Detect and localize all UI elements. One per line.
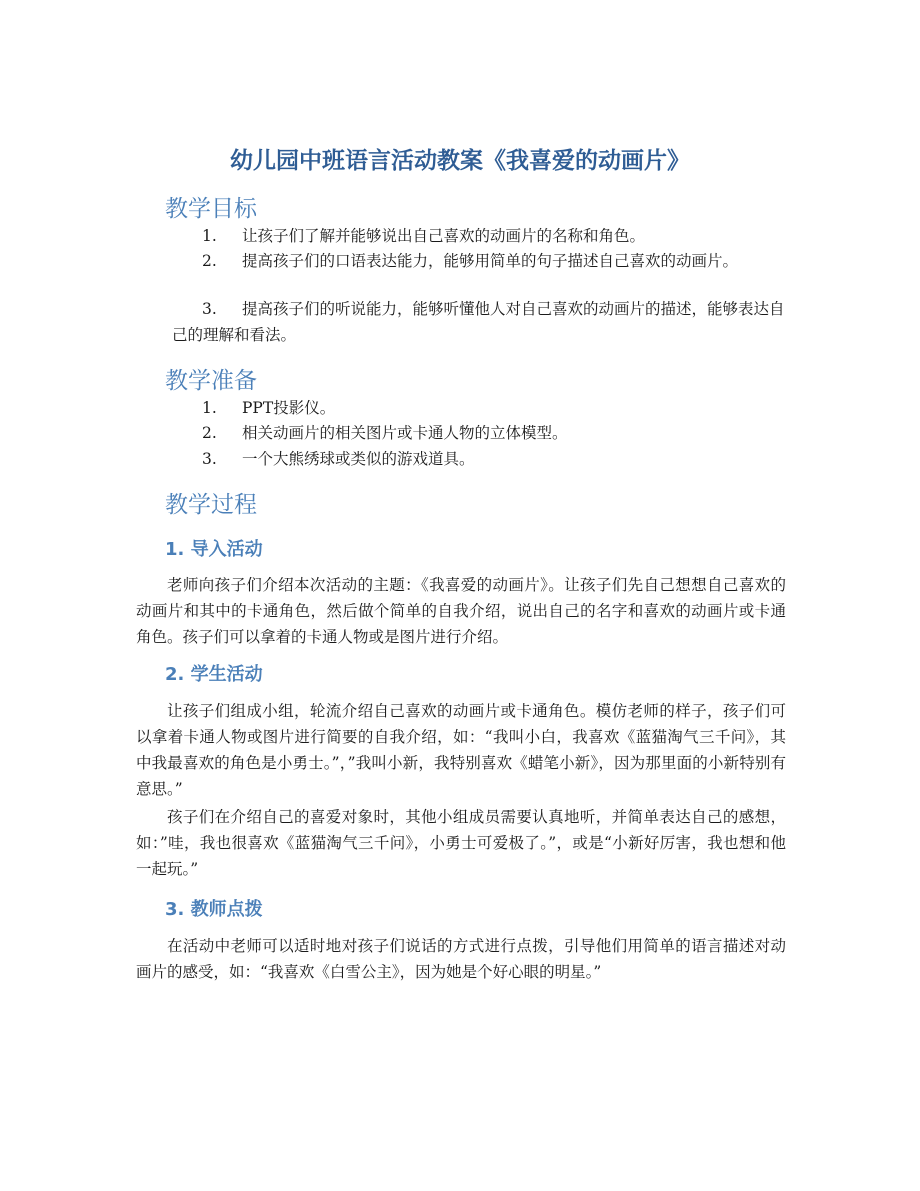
- prep-item-2-text: 相关动画片的相关图片或卡通人物的立体模型。: [242, 424, 568, 442]
- goal-item-3-text: 提高孩子们的听说能力，能够听懂他人对自己喜欢的动画片的描述，能够表达自己的理解和看法。: [172, 300, 785, 344]
- goal-item-3-num: 3.: [202, 300, 217, 318]
- goal-item-1: [172, 223, 792, 249]
- prep-item-1-text: PPT投影仪。: [242, 399, 336, 417]
- heading-process: 教学过程: [165, 492, 257, 518]
- prep-item-1: [172, 395, 792, 421]
- heading-prep: 教学准备: [165, 368, 257, 394]
- goal-item-2-num: 2.: [202, 252, 217, 270]
- subheading-student: 2. 学生活动: [165, 664, 263, 685]
- paragraph-intro: 老师向孩子们介绍本次活动的主题：《我喜爱的动画片》。让孩子们先自己想想自己喜欢的动画片和其中的卡通角色，然后做个简单的自我介绍，说出自己的名字和喜欢的动画片或卡通角色。孩子们可以拿着的卡通人物或是图片进行介绍。: [136, 576, 786, 646]
- paragraph-teacher: 在活动中老师可以适时地对孩子们说话的方式进行点拨，引导他们用简单的语言描述对动画片的感受，如：“我喜欢《白雪公主》，因为她是个好心眼的明星。”: [136, 937, 786, 981]
- prep-item-2-num: 2.: [202, 424, 217, 442]
- prep-item-2: [172, 420, 792, 446]
- goal-item-3: [172, 296, 792, 348]
- prep-item-3-num: 3.: [202, 450, 217, 468]
- paragraph-student-2: 孩子们在介绍自己的喜爱对象时，其他小组成员需要认真地听，并简单表达自己的感想，如：”哇，我也很喜欢《蓝猫淘气三千问》，小勇士可爱极了。”，或是“小新好厉害，我也想和他一起玩。”: [136, 808, 786, 878]
- subheading-intro: 1. 导入活动: [165, 539, 263, 560]
- heading-goals: 教学目标: [165, 196, 257, 222]
- prep-item-1-num: 1.: [202, 399, 217, 417]
- paragraph-student-1: 让孩子们组成小组，轮流介绍自己喜欢的动画片或卡通角色。模仿老师的样子，孩子们可以拿着卡通人物或图片进行简要的自我介绍，如：“我叫小白，我喜欢《蓝猫淘气三千问》，其中我最喜欢的角色是小勇士。”，”我叫小新，我特别喜欢《蜡笔小新》，因为那里面的小新特别有意思。”: [136, 702, 786, 798]
- prep-item-3: [172, 446, 792, 472]
- goal-item-1-num: 1.: [202, 227, 217, 245]
- prep-item-3-text: 一个大熊绣球或类似的游戏道具。: [242, 450, 475, 468]
- goal-item-2: [172, 248, 792, 274]
- goal-item-2-text: 提高孩子们的口语表达能力，能够用简单的句子描述自己喜欢的动画片。: [242, 252, 739, 270]
- goal-item-1-text: 让孩子们了解并能够说出自己喜欢的动画片的名称和角色。: [242, 227, 646, 245]
- subheading-teacher: 3. 教师点拨: [165, 899, 263, 920]
- document-title: 幼儿园中班语言活动教案《我喜爱的动画片》: [230, 148, 690, 174]
